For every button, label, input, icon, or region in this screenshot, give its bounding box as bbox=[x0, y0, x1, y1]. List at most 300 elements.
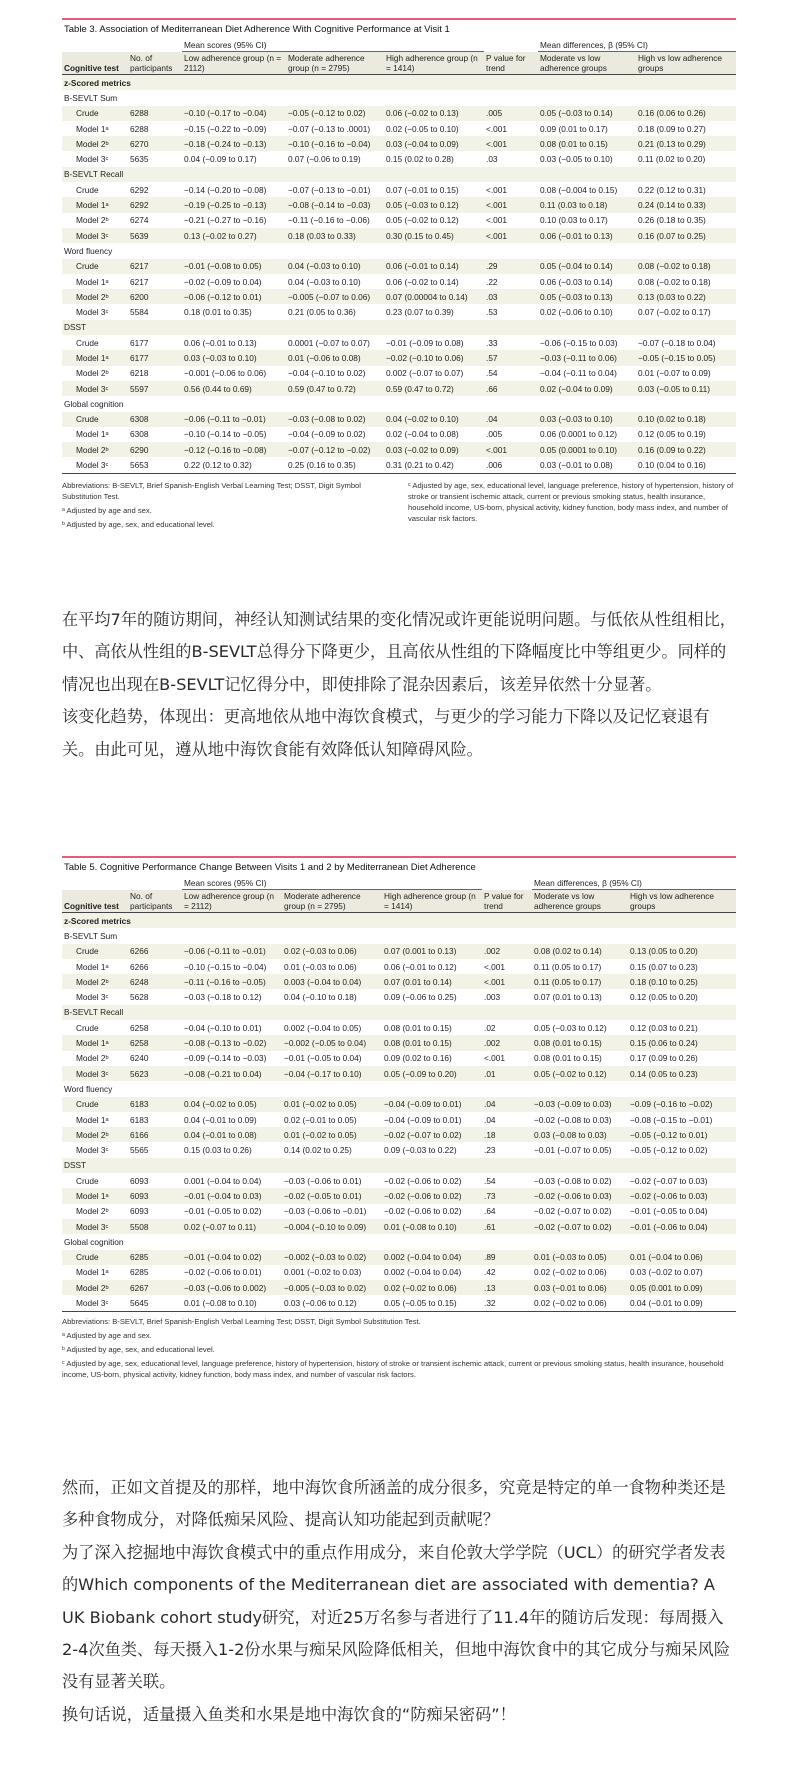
table-cell: Crude bbox=[62, 1250, 128, 1265]
table-cell: −0.01 (−0.06 to 0.04) bbox=[628, 1219, 736, 1234]
table-row bbox=[62, 427, 736, 442]
table-cell: 0.06 (−0.02 to 0.14) bbox=[384, 274, 484, 289]
table-cell: <.001 bbox=[484, 197, 538, 212]
table-cell: .18 bbox=[482, 1127, 532, 1142]
table-cell: Crude bbox=[62, 182, 128, 197]
table-cell: Model 1ᵃ bbox=[62, 197, 128, 212]
table-cell: 0.22 (0.12 to 0.31) bbox=[636, 182, 736, 197]
table-cell: 6217 bbox=[128, 274, 182, 289]
table-cell: Model 3ᶜ bbox=[62, 1142, 128, 1157]
table-cell: 0.06 (0.0001 to 0.12) bbox=[538, 427, 636, 442]
table-cell: −0.04 (−0.09 to 0.02) bbox=[286, 427, 384, 442]
table-cell: .04 bbox=[482, 1097, 532, 1112]
table-cell: 6266 bbox=[128, 959, 182, 974]
table-cell: 0.59 (0.47 to 0.72) bbox=[286, 381, 384, 396]
table-cell: 0.002 (−0.04 to 0.05) bbox=[282, 1020, 382, 1035]
table-cell: −0.02 (−0.09 to 0.04) bbox=[182, 274, 286, 289]
table-row bbox=[62, 1127, 736, 1142]
table-cell: −0.07 (−0.18 to 0.04) bbox=[636, 335, 736, 350]
table-cell: 0.18 (0.09 to 0.27) bbox=[636, 121, 736, 136]
table-cell: 5584 bbox=[128, 304, 182, 319]
table-cell: 0.02 (−0.02 to 0.06) bbox=[382, 1280, 482, 1295]
table-cell: <.001 bbox=[482, 959, 532, 974]
table-cell: Model 1ᵃ bbox=[62, 427, 128, 442]
table-cell: 6258 bbox=[128, 1020, 182, 1035]
note-abbrev: Abbreviations: B-SEVLT, Brief Spanish-English Verbal Learning Test; DSST, Digit Symbol Substitution Test. bbox=[62, 480, 361, 501]
table-row bbox=[62, 136, 736, 151]
table-cell: <.001 bbox=[482, 974, 532, 989]
table-cell: 0.02 (−0.04 to 0.08) bbox=[384, 427, 484, 442]
table-cell: 0.04 (−0.10 to 0.18) bbox=[282, 989, 382, 1004]
table-row bbox=[62, 1204, 736, 1219]
table-cell: 0.03 (−0.03 to 0.10) bbox=[538, 412, 636, 427]
table-cell: <.001 bbox=[484, 182, 538, 197]
table-cell: 0.13 (0.03 to 0.22) bbox=[636, 289, 736, 304]
table-cell: 0.09 (−0.06 to 0.25) bbox=[382, 989, 482, 1004]
table-cell: −0.05 (−0.12 to 0.02) bbox=[628, 1142, 736, 1157]
table-cell: .03 bbox=[484, 289, 538, 304]
table-cell: −0.01 (−0.05 to 0.02) bbox=[182, 1204, 282, 1219]
table-cell: 0.09 (0.02 to 0.16) bbox=[382, 1051, 482, 1066]
header-test: Cognitive test bbox=[62, 52, 128, 75]
table-cell: 0.01 (−0.02 to 0.05) bbox=[282, 1097, 382, 1112]
table-cell: Model 2ᵇ bbox=[62, 442, 128, 457]
table-cell: −0.004 (−0.10 to 0.09) bbox=[282, 1219, 382, 1234]
table-row bbox=[62, 1265, 736, 1280]
table-cell: 0.21 (0.13 to 0.29) bbox=[636, 136, 736, 151]
table-cell: 6292 bbox=[128, 197, 182, 212]
table-cell: 6285 bbox=[128, 1265, 182, 1280]
table-cell: 0.11 (0.03 to 0.18) bbox=[538, 197, 636, 212]
table-cell: 0.15 (0.06 to 0.24) bbox=[628, 1035, 736, 1050]
table-cell: .32 bbox=[482, 1295, 532, 1310]
paragraph: 该变化趋势，体现出：更高地依从地中海饮食模式，与更少的学习能力下降以及记忆衰退有关。由此可见，遵从地中海饮食能有效降低认知障碍风险。 bbox=[62, 707, 710, 759]
table-cell: 0.10 (0.03 to 0.17) bbox=[538, 213, 636, 228]
table-row bbox=[62, 381, 736, 396]
table-cell: 0.001 (−0.04 to 0.04) bbox=[182, 1173, 282, 1188]
table-cell: 0.10 (0.02 to 0.18) bbox=[636, 412, 736, 427]
paragraph: 在平均7年的随访期间，神经认知测试结果的变化情况或许更能说明问题。与低依从性组相比，中、高依从性组的B-SEVLT总得分下降更少，且高依从性组的下降幅度比中等组更少。同样的情况也出现在B-SEVLT记忆得分中，即使排除了混杂因素后，该差异依然十分显著。 bbox=[62, 610, 736, 694]
table-cell: −0.02 (−0.07 to 0.02) bbox=[382, 1127, 482, 1142]
table-row bbox=[62, 1188, 736, 1203]
table-cell: 0.59 (0.47 to 0.72) bbox=[384, 381, 484, 396]
table-cell: 0.07 (−0.06 to 0.19) bbox=[286, 151, 384, 166]
table-cell: 0.08 (0.01 to 0.15) bbox=[532, 1051, 628, 1066]
section-label: B-SEVLT Recall bbox=[62, 1005, 736, 1020]
table-cell: 0.14 (0.02 to 0.25) bbox=[282, 1142, 382, 1157]
table-cell: 0.07 (0.01 to 0.14) bbox=[382, 974, 482, 989]
section-label: B-SEVLT Recall bbox=[62, 167, 736, 182]
table-cell: 6093 bbox=[128, 1204, 182, 1219]
table-cell: 0.05 (−0.03 to 0.13) bbox=[538, 289, 636, 304]
table-cell: 0.05 (0.0001 to 0.10) bbox=[538, 442, 636, 457]
table-cell: Model 3ᶜ bbox=[62, 1219, 128, 1234]
table-row bbox=[62, 304, 736, 319]
table-cell: Crude bbox=[62, 1173, 128, 1188]
article-text-2 bbox=[62, 1472, 738, 1731]
table-cell: 5597 bbox=[128, 381, 182, 396]
table-cell: .54 bbox=[484, 366, 538, 381]
table-cell: 0.03 (−0.02 to 0.07) bbox=[628, 1265, 736, 1280]
table-cell: −0.002 (−0.05 to 0.04) bbox=[282, 1035, 382, 1050]
table-cell: 0.03 (−0.02 to 0.09) bbox=[384, 442, 484, 457]
header-high-vs-low: High vs low adherence groups bbox=[628, 890, 736, 913]
note-c: ᶜ Adjusted by age, sex, educational level, language preference, history of hypertension, history of stroke or transient ischemic attack, current or previous smoking status, health insurance, household income, US-born, physical activity, kidney function, body mass index, and number of vascular risk factors. bbox=[62, 1358, 724, 1379]
table-cell: −0.05 (−0.15 to 0.05) bbox=[636, 350, 736, 365]
table-cell: 6274 bbox=[128, 213, 182, 228]
table-cell: −0.02 (−0.07 to 0.03) bbox=[628, 1173, 736, 1188]
table-cell: 0.56 (0.44 to 0.69) bbox=[182, 381, 286, 396]
table-cell: 6183 bbox=[128, 1112, 182, 1127]
table-row bbox=[62, 213, 736, 228]
table-cell: 0.03 (−0.05 to 0.11) bbox=[636, 381, 736, 396]
table-cell: −0.01 (−0.04 to 0.03) bbox=[182, 1188, 282, 1203]
table-row bbox=[62, 167, 736, 182]
table-cell: 0.06 (−0.03 to 0.14) bbox=[538, 274, 636, 289]
table-cell: 0.03 (−0.05 to 0.10) bbox=[538, 151, 636, 166]
table-cell: Model 1ᵃ bbox=[62, 959, 128, 974]
table-cell: −0.21 (−0.27 to −0.16) bbox=[182, 213, 286, 228]
table-cell: 0.07 (−0.01 to 0.15) bbox=[384, 182, 484, 197]
table-row bbox=[62, 289, 736, 304]
table-cell: −0.002 (−0.03 to 0.02) bbox=[282, 1250, 382, 1265]
header-low: Low adherence group (n = 2112) bbox=[182, 52, 286, 75]
table-cell: Model 2ᵇ bbox=[62, 366, 128, 381]
article-text-1 bbox=[62, 604, 738, 766]
table-cell: 0.0001 (−0.07 to 0.07) bbox=[286, 335, 384, 350]
table-cell: Model 2ᵇ bbox=[62, 136, 128, 151]
table-cell: 0.01 (−0.02 to 0.05) bbox=[282, 1127, 382, 1142]
table-cell: 0.06 (−0.01 to 0.13) bbox=[182, 335, 286, 350]
table-row bbox=[62, 1173, 736, 1188]
table-cell: 0.02 (−0.02 to 0.06) bbox=[532, 1265, 628, 1280]
table-cell: 0.11 (0.02 to 0.20) bbox=[636, 151, 736, 166]
table-cell: −0.005 (−0.07 to 0.06) bbox=[286, 289, 384, 304]
table-row bbox=[62, 928, 736, 943]
table-cell: 0.07 (0.01 to 0.13) bbox=[532, 989, 628, 1004]
table-cell: 0.03 (−0.03 to 0.10) bbox=[182, 350, 286, 365]
table-cell: −0.03 (−0.06 to 0.002) bbox=[182, 1280, 282, 1295]
table-row bbox=[62, 1295, 736, 1310]
table-cell: Model 3ᶜ bbox=[62, 228, 128, 243]
table-cell: Crude bbox=[62, 106, 128, 121]
table-cell: Crude bbox=[62, 944, 128, 959]
table-row bbox=[62, 75, 736, 91]
table-cell: Crude bbox=[62, 259, 128, 274]
paragraph: 然而，正如文首提及的那样，地中海饮食所涵盖的成分很多，究竟是特定的单一食物种类还是多种食物成分，对降低痴呆风险、提高认知功能起到贡献呢？ bbox=[62, 1478, 726, 1530]
table-row bbox=[62, 412, 736, 427]
table-cell: −0.15 (−0.22 to −0.09) bbox=[182, 121, 286, 136]
table-cell: 0.16 (0.06 to 0.26) bbox=[636, 106, 736, 121]
section-label: z-Scored metrics bbox=[62, 75, 736, 91]
table-cell: .03 bbox=[484, 151, 538, 166]
table-cell: 0.08 (0.01 to 0.15) bbox=[538, 136, 636, 151]
table-cell: 5623 bbox=[128, 1066, 182, 1081]
table-cell: 0.09 (0.01 to 0.17) bbox=[538, 121, 636, 136]
table-cell: <.001 bbox=[484, 228, 538, 243]
table-cell: −0.01 (−0.07 to 0.05) bbox=[532, 1142, 628, 1157]
header-group-mean: Mean scores (95% CI) bbox=[182, 39, 484, 52]
table-cell: 6177 bbox=[128, 350, 182, 365]
table-cell: .53 bbox=[484, 304, 538, 319]
table-cell: 0.16 (0.07 to 0.25) bbox=[636, 228, 736, 243]
table-cell: 0.02 (−0.06 to 0.10) bbox=[538, 304, 636, 319]
table-cell: .002 bbox=[482, 944, 532, 959]
table-cell: 0.03 (−0.08 to 0.03) bbox=[532, 1127, 628, 1142]
table-cell: .13 bbox=[482, 1280, 532, 1295]
table-cell: −0.04 (−0.11 to 0.04) bbox=[538, 366, 636, 381]
table-row bbox=[62, 1005, 736, 1020]
table-cell: 0.05 (−0.02 to 0.12) bbox=[532, 1066, 628, 1081]
table-cell: 0.08 (0.02 to 0.14) bbox=[532, 944, 628, 959]
table-cell: .42 bbox=[482, 1265, 532, 1280]
table-cell: Model 2ᵇ bbox=[62, 974, 128, 989]
table-cell: 0.12 (0.05 to 0.19) bbox=[636, 427, 736, 442]
table-cell: 0.05 (−0.05 to 0.15) bbox=[382, 1295, 482, 1310]
table-cell: 0.002 (−0.04 to 0.04) bbox=[382, 1250, 482, 1265]
header-test: Cognitive test bbox=[62, 890, 128, 913]
table-row bbox=[62, 396, 736, 411]
table-cell: 0.04 (−0.09 to 0.17) bbox=[182, 151, 286, 166]
table-cell: 6288 bbox=[128, 106, 182, 121]
table-cell: −0.08 (−0.21 to 0.04) bbox=[182, 1066, 282, 1081]
table-cell: 0.15 (0.03 to 0.26) bbox=[182, 1142, 282, 1157]
table-cell: 0.15 (0.07 to 0.23) bbox=[628, 959, 736, 974]
table-cell: 0.17 (0.09 to 0.26) bbox=[628, 1051, 736, 1066]
table-cell: 0.11 (0.05 to 0.17) bbox=[532, 959, 628, 974]
header-moderate: Moderate adherence group (n = 2795) bbox=[286, 52, 384, 75]
table-cell: 0.30 (0.15 to 0.45) bbox=[384, 228, 484, 243]
table-cell: 0.03 (−0.01 to 0.08) bbox=[538, 457, 636, 472]
table-cell: −0.02 (−0.06 to 0.02) bbox=[382, 1204, 482, 1219]
table-cell: Crude bbox=[62, 1020, 128, 1035]
table-cell: 6270 bbox=[128, 136, 182, 151]
table-cell: 0.06 (−0.01 to 0.12) bbox=[382, 959, 482, 974]
table-cell: 0.09 (−0.03 to 0.22) bbox=[382, 1142, 482, 1157]
table-row bbox=[62, 457, 736, 472]
section-label: DSST bbox=[62, 1158, 736, 1173]
table-cell: 0.26 (0.18 to 0.35) bbox=[636, 213, 736, 228]
table-cell: .23 bbox=[482, 1142, 532, 1157]
header-n: No. of participants bbox=[128, 890, 182, 913]
table-cell: 0.05 (−0.04 to 0.14) bbox=[538, 259, 636, 274]
table-cell: −0.08 (−0.13 to −0.02) bbox=[182, 1035, 282, 1050]
table-cell: −0.03 (−0.08 to 0.02) bbox=[286, 412, 384, 427]
table-cell: 0.13 (−0.02 to 0.27) bbox=[182, 228, 286, 243]
table-cell: 6290 bbox=[128, 442, 182, 457]
table-row bbox=[62, 320, 736, 335]
table-title: Table 3. Association of Mediterranean Diet Adherence With Cognitive Performance at Visit 1 bbox=[62, 18, 736, 39]
table-cell: <.001 bbox=[482, 1051, 532, 1066]
table-row bbox=[62, 1280, 736, 1295]
table-cell: −0.02 (−0.06 to 0.02) bbox=[382, 1173, 482, 1188]
table-row bbox=[62, 228, 736, 243]
table-row bbox=[62, 1158, 736, 1173]
table-row bbox=[62, 335, 736, 350]
table-cell: 6177 bbox=[128, 335, 182, 350]
table-row bbox=[62, 197, 736, 212]
table-cell: −0.04 (−0.10 to 0.01) bbox=[182, 1020, 282, 1035]
table-cell: −0.02 (−0.06 to 0.02) bbox=[382, 1188, 482, 1203]
results-table bbox=[62, 877, 736, 1311]
table-cell: −0.07 (−0.13 to .0001) bbox=[286, 121, 384, 136]
table-3 bbox=[62, 18, 736, 533]
table-cell: −0.03 (−0.09 to 0.03) bbox=[532, 1097, 628, 1112]
table-row bbox=[62, 989, 736, 1004]
table-cell: 6240 bbox=[128, 1051, 182, 1066]
table-cell: −0.03 (−0.06 to 0.01) bbox=[282, 1173, 382, 1188]
table-cell: 0.05 (0.001 to 0.09) bbox=[628, 1280, 736, 1295]
header-low: Low adherence group (n = 2112) bbox=[182, 890, 282, 913]
table-cell: −0.08 (−0.14 to −0.03) bbox=[286, 197, 384, 212]
table-cell: 0.01 (−0.08 to 0.10) bbox=[382, 1219, 482, 1234]
table-row bbox=[62, 1051, 736, 1066]
table-cell: Model 3ᶜ bbox=[62, 381, 128, 396]
table-cell: 0.03 (−0.01 to 0.06) bbox=[532, 1280, 628, 1295]
table-cell: 0.04 (−0.03 to 0.10) bbox=[286, 274, 384, 289]
section-label: Word fluency bbox=[62, 1081, 736, 1096]
table-row bbox=[62, 1081, 736, 1096]
table-cell: 0.11 (0.05 to 0.17) bbox=[532, 974, 628, 989]
table-cell: 0.07 (0.00004 to 0.14) bbox=[384, 289, 484, 304]
table-notes bbox=[62, 480, 736, 533]
table-cell: −0.03 (−0.08 to 0.02) bbox=[532, 1173, 628, 1188]
table-cell: −0.01 (−0.09 to 0.08) bbox=[384, 335, 484, 350]
table-cell: −0.11 (−0.16 to −0.06) bbox=[286, 213, 384, 228]
table-cell: Model 1ᵃ bbox=[62, 1112, 128, 1127]
table-cell: −0.11 (−0.16 to −0.05) bbox=[182, 974, 282, 989]
header-high-vs-low: High vs low adherence groups bbox=[636, 52, 736, 75]
table-cell: 0.10 (0.04 to 0.16) bbox=[636, 457, 736, 472]
table-row bbox=[62, 1234, 736, 1249]
table-row bbox=[62, 1112, 736, 1127]
note-c: ᶜ Adjusted by age, sex, educational level, language preference, history of hypertension, history of stroke or transient ischemic attack, current or previous smoking status, health insurance, household income, US-born, physical activity, kidney function, body mass index, and number of vascular risk factors. bbox=[408, 480, 734, 523]
header-group-mean: Mean scores (95% CI) bbox=[182, 877, 482, 890]
header-high: High adherence group (n = 1414) bbox=[384, 52, 484, 75]
table-cell: 5635 bbox=[128, 151, 182, 166]
table-cell: 6093 bbox=[128, 1188, 182, 1203]
paragraph: 为了深入挖掘地中海饮食模式中的重点作用成分，来自伦敦大学学院（UCL）的研究学者发表的Which components of the Mediterranean diet are associated with dementia? A UK Biobank cohort study研究，对近25万名参与者进行了11.4年的随访后发现：每周摄入2-4次鱼类、每天摄入1-2份水果与痴呆风险降低相关，但地中海饮食中的其它成分与痴呆风险没有显著关联。 bbox=[62, 1542, 731, 1692]
table-cell: 0.31 (0.21 to 0.42) bbox=[384, 457, 484, 472]
table-cell: 0.23 (0.07 to 0.39) bbox=[384, 304, 484, 319]
table-cell: −0.001 (−0.06 to 0.06) bbox=[182, 366, 286, 381]
table-cell: 0.12 (0.05 to 0.20) bbox=[628, 989, 736, 1004]
table-cell: .66 bbox=[484, 381, 538, 396]
table-cell: −0.09 (−0.16 to −0.02) bbox=[628, 1097, 736, 1112]
table-cell: −0.04 (−0.09 to 0.01) bbox=[382, 1097, 482, 1112]
section-label: B-SEVLT Sum bbox=[62, 90, 736, 105]
table-cell: 0.05 (−0.03 to 0.14) bbox=[538, 106, 636, 121]
table-cell: 0.05 (−0.03 to 0.12) bbox=[532, 1020, 628, 1035]
table-cell: 0.01 (−0.06 to 0.08) bbox=[286, 350, 384, 365]
table-cell: 0.002 (−0.07 to 0.07) bbox=[384, 366, 484, 381]
table-cell: .01 bbox=[482, 1066, 532, 1081]
table-cell: 0.18 (0.10 to 0.25) bbox=[628, 974, 736, 989]
header-group-diff: Mean differences, β (95% CI) bbox=[538, 39, 736, 52]
table-cell: −0.03 (−0.11 to 0.06) bbox=[538, 350, 636, 365]
table-cell: −0.10 (−0.17 to −0.04) bbox=[182, 106, 286, 121]
table-cell: .29 bbox=[484, 259, 538, 274]
table-cell: Crude bbox=[62, 412, 128, 427]
section-label: DSST bbox=[62, 320, 736, 335]
table-cell: <.001 bbox=[484, 121, 538, 136]
table-cell: −0.10 (−0.15 to −0.04) bbox=[182, 959, 282, 974]
table-cell: 0.04 (−0.01 to 0.09) bbox=[182, 1112, 282, 1127]
table-cell: Model 2ᵇ bbox=[62, 1204, 128, 1219]
table-cell: 0.08 (−0.02 to 0.18) bbox=[636, 274, 736, 289]
table-cell: −0.09 (−0.14 to −0.03) bbox=[182, 1051, 282, 1066]
table-cell: Model 3ᶜ bbox=[62, 304, 128, 319]
table-cell: 0.14 (0.05 to 0.23) bbox=[628, 1066, 736, 1081]
section-label: Word fluency bbox=[62, 243, 736, 258]
section-label: Global cognition bbox=[62, 1234, 736, 1249]
table-cell: 0.08 (0.01 to 0.15) bbox=[382, 1020, 482, 1035]
table-cell: −0.03 (−0.06 to −0.01) bbox=[282, 1204, 382, 1219]
table-cell: Model 2ᵇ bbox=[62, 213, 128, 228]
table-cell: 0.21 (0.05 to 0.36) bbox=[286, 304, 384, 319]
table-cell: Model 1ᵃ bbox=[62, 350, 128, 365]
table-cell: −0.04 (−0.17 to 0.10) bbox=[282, 1066, 382, 1081]
table-cell: .006 bbox=[484, 457, 538, 472]
table-cell: 0.02 (−0.05 to 0.10) bbox=[384, 121, 484, 136]
table-cell: 0.04 (−0.02 to 0.10) bbox=[384, 412, 484, 427]
table-cell: −0.05 (−0.12 to 0.01) bbox=[628, 1127, 736, 1142]
table-cell: 0.01 (−0.03 to 0.06) bbox=[282, 959, 382, 974]
table-row bbox=[62, 913, 736, 929]
table-cell: 0.18 (0.03 to 0.33) bbox=[286, 228, 384, 243]
results-table bbox=[62, 39, 736, 473]
table-cell: −0.07 (−0.13 to −0.01) bbox=[286, 182, 384, 197]
table-cell: 0.08 (0.01 to 0.15) bbox=[382, 1035, 482, 1050]
note-b: ᵇ Adjusted by age, sex, and educational level. bbox=[62, 1344, 215, 1354]
table-cell: 0.04 (−0.01 to 0.09) bbox=[628, 1295, 736, 1310]
table-cell: .33 bbox=[484, 335, 538, 350]
table-cell: 0.002 (−0.04 to 0.04) bbox=[382, 1265, 482, 1280]
table-cell: Model 2ᵇ bbox=[62, 1127, 128, 1142]
table-cell: 0.18 (0.01 to 0.35) bbox=[182, 304, 286, 319]
note-abbrev: Abbreviations: B-SEVLT, Brief Spanish-English Verbal Learning Test; DSST, Digit Symbol Substitution Test. bbox=[62, 1316, 421, 1326]
table-cell: 5628 bbox=[128, 989, 182, 1004]
table-cell: −0.02 (−0.05 to 0.01) bbox=[282, 1188, 382, 1203]
section-label: z-Scored metrics bbox=[62, 913, 736, 929]
table-row bbox=[62, 1250, 736, 1265]
header-p: P value for trend bbox=[482, 890, 532, 913]
table-cell: 0.08 (0.01 to 0.15) bbox=[532, 1035, 628, 1050]
table-cell: Model 1ᵃ bbox=[62, 121, 128, 136]
table-cell: 5639 bbox=[128, 228, 182, 243]
header-moderate: Moderate adherence group (n = 2795) bbox=[282, 890, 382, 913]
table-cell: 0.25 (0.16 to 0.35) bbox=[286, 457, 384, 472]
table-cell: −0.03 (−0.18 to 0.12) bbox=[182, 989, 282, 1004]
table-cell: 0.06 (−0.01 to 0.13) bbox=[538, 228, 636, 243]
paragraph: 换句话说，适量摄入鱼类和水果是地中海饮食的“防痴呆密码”！ bbox=[62, 1704, 516, 1724]
table-cell: 6292 bbox=[128, 182, 182, 197]
table-cell: 6258 bbox=[128, 1035, 182, 1050]
header-mod-vs-low: Moderate vs low adherence groups bbox=[538, 52, 636, 75]
table-row bbox=[62, 1066, 736, 1081]
table-cell: −0.19 (−0.25 to −0.13) bbox=[182, 197, 286, 212]
note-b: ᵇ Adjusted by age, sex, and educational level. bbox=[62, 519, 215, 529]
table-row bbox=[62, 366, 736, 381]
table-cell: 0.06 (−0.02 to 0.13) bbox=[384, 106, 484, 121]
table-notes bbox=[62, 1316, 736, 1380]
table-row bbox=[62, 259, 736, 274]
table-cell: −0.02 (−0.08 to 0.03) bbox=[532, 1112, 628, 1127]
table-cell: .005 bbox=[484, 106, 538, 121]
table-cell: Crude bbox=[62, 1097, 128, 1112]
table-cell: 6218 bbox=[128, 366, 182, 381]
table-cell: Model 3ᶜ bbox=[62, 1066, 128, 1081]
